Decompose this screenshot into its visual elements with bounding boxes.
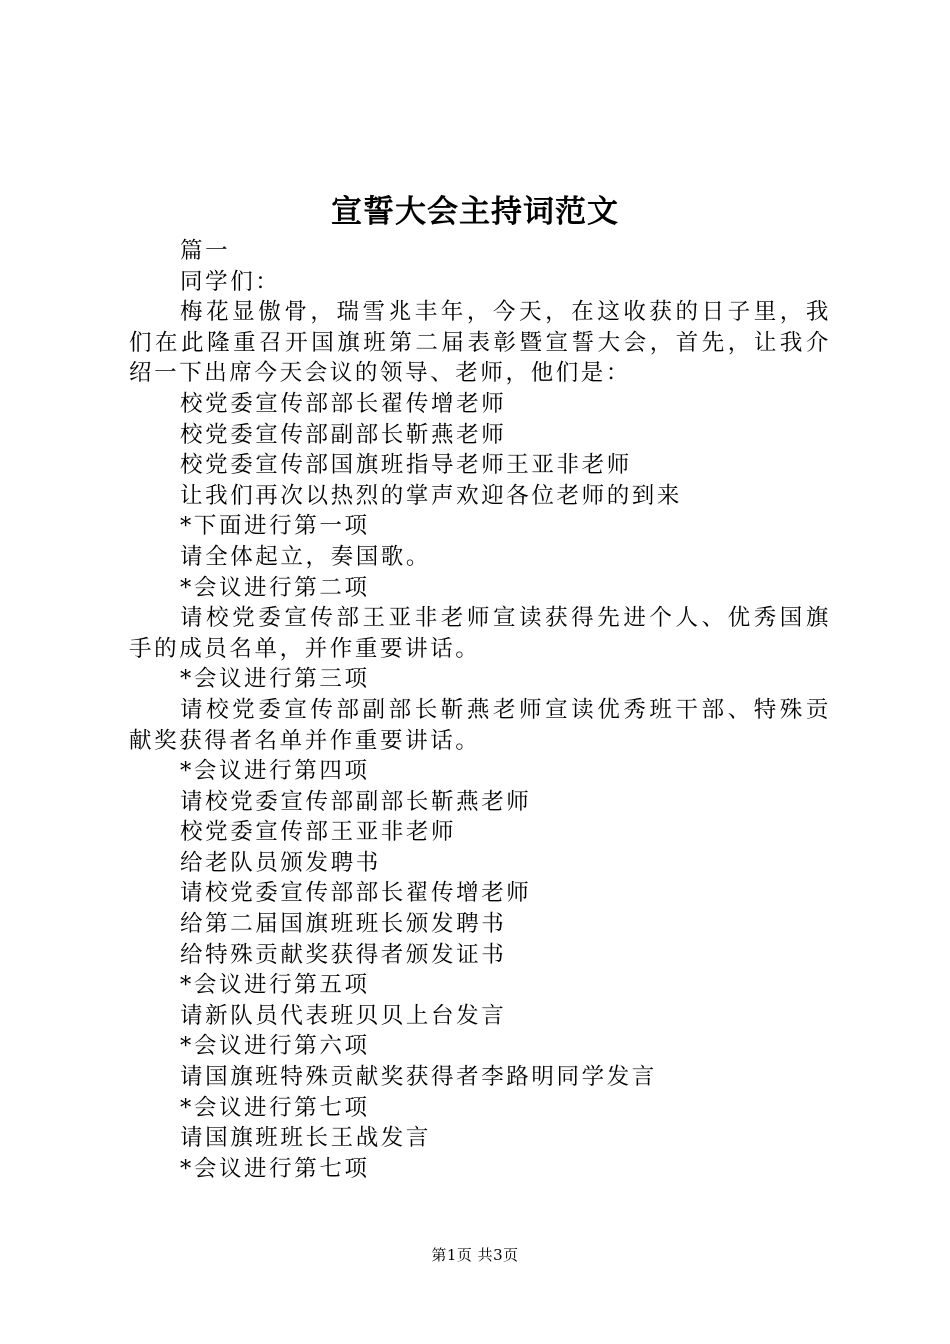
paragraph: 校党委宣传部副部长靳燕老师 [180,421,507,448]
page-footer: 第1页 共3页 [431,1246,519,1264]
paragraph: *会议进行第七项 [180,1094,370,1121]
paragraph: *会议进行第三项 [180,666,370,693]
paragraph: 给第二届国旗班班长颁发聘书 [180,911,507,938]
paragraph: 请校党委宣传部王亚非老师宣读获得先进个人、优秀国旗手的成员名单，并作重要讲话。 [129,605,831,662]
paragraph: *会议进行第六项 [180,1033,370,1060]
paragraph: 校党委宣传部王亚非老师 [180,819,457,846]
paragraph: *会议进行第五项 [180,972,370,999]
paragraph: 给特殊贡献奖获得者颁发证书 [180,941,507,968]
paragraph: 校党委宣传部部长翟传增老师 [180,390,507,417]
paragraph: *会议进行第七项 [180,1155,370,1182]
paragraph: *下面进行第一项 [180,513,370,540]
paragraph: 请国旗班班长王战发言 [180,1125,432,1152]
document-title: 宣誓大会主持词范文 [331,194,619,230]
paragraph: 请校党委宣传部副部长靳燕老师 [180,788,532,815]
document-body [129,236,831,1184]
paragraph: 请校党委宣传部副部长靳燕老师宣读优秀班干部、特殊贡献奖获得者名单并作重要讲话。 [129,696,831,754]
paragraph: 篇一 [180,238,231,264]
paragraph: 请新队员代表班贝贝上台发言 [180,1002,507,1029]
paragraph: 校党委宣传部国旗班指导老师王亚非老师 [180,452,632,479]
paragraph: 请全体起立，奏国歌。 [180,543,432,570]
paragraph: 同学们： [180,268,281,295]
paragraph: 梅花显傲骨，瑞雪兆丰年，今天，在这收获的日子里，我们在此隆重召开国旗班第二届表彰暨宣誓大会，首先，让我介绍一下出席今天会议的领导、老师，他们是： [129,299,831,387]
paragraph: *会议进行第二项 [180,574,370,601]
paragraph: *会议进行第四项 [180,758,370,785]
paragraph: 让我们再次以热烈的掌声欢迎各位老师的到来 [180,482,683,509]
paragraph: 请校党委宣传部部长翟传增老师 [180,880,532,907]
paragraph: 给老队员颁发聘书 [180,849,381,876]
paragraph: 请国旗班特殊贡献奖获得者李路明同学发言 [180,1064,657,1091]
